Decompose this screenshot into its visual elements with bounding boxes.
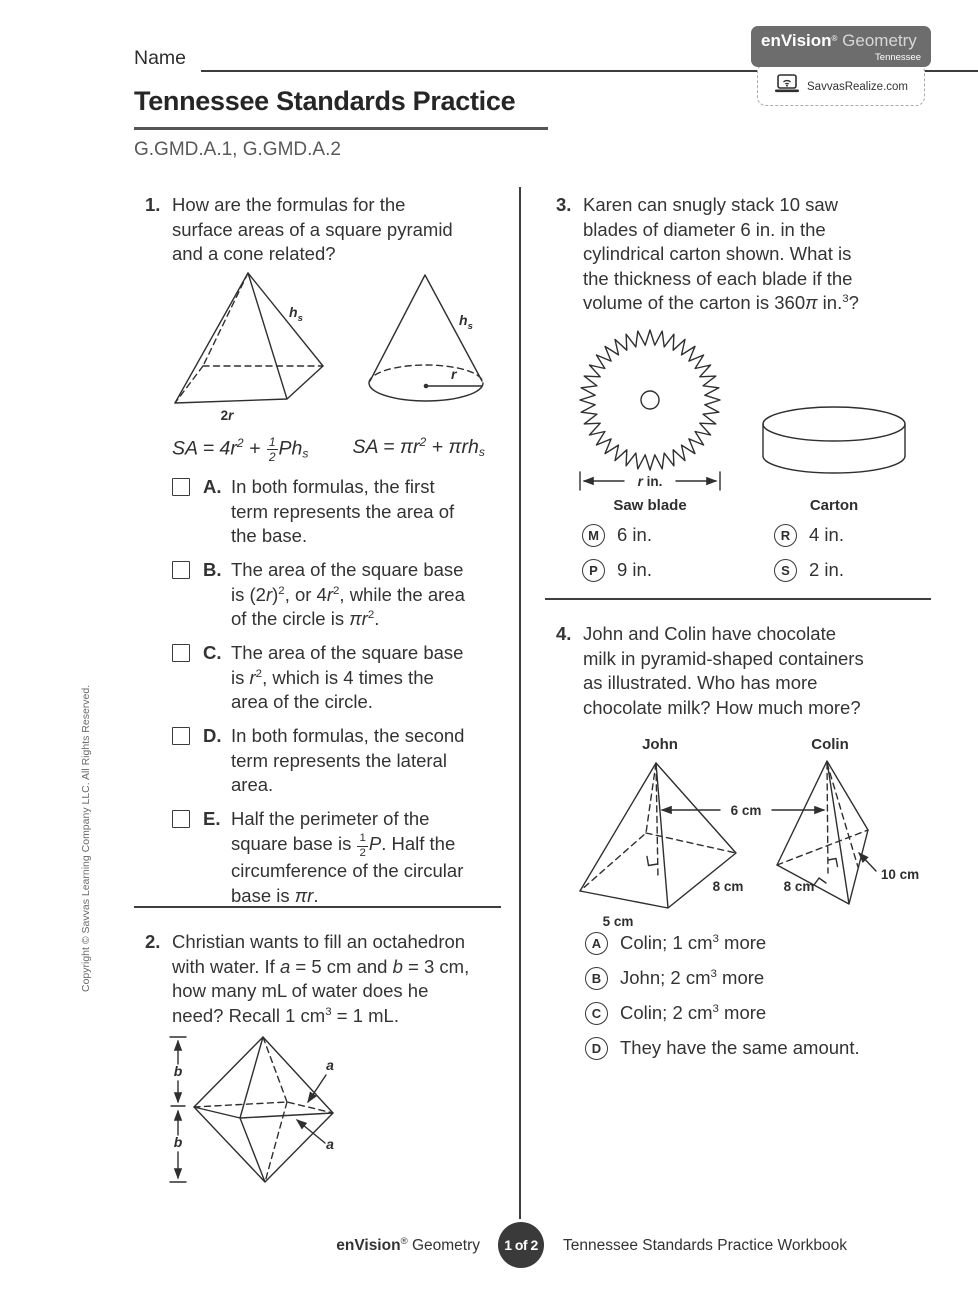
q1-option-b: [172, 558, 472, 632]
option-text: John; 2 $cm^3$ more: [620, 967, 765, 988]
q3-option-m-bubble[interactable]: M: [582, 524, 605, 547]
question-2: [145, 930, 469, 1028]
laptop-wifi-icon: [774, 74, 800, 99]
john-base-front-label: 5 cm: [602, 914, 634, 929]
question-number: 1.: [145, 194, 161, 215]
option-text: They have the same amount.: [620, 1037, 860, 1058]
octahedron-figure: [165, 1031, 375, 1191]
q1-option-e: [172, 807, 472, 908]
savvas-realize-link[interactable]: SavvasRealize.com: [807, 80, 908, 93]
q1-option-e-checkbox[interactable]: [172, 810, 190, 828]
q1-option-c: [172, 641, 472, 715]
sawblade-and-carton-figure: [566, 328, 916, 518]
colin-edge-label: 10 cm: [880, 867, 920, 882]
q4-option-a: [585, 931, 860, 955]
q3-option-s-bubble[interactable]: S: [774, 559, 797, 582]
title-rule: [134, 127, 548, 130]
question-3: [556, 193, 859, 316]
question-1: [145, 193, 453, 267]
q3-option-s: [774, 558, 844, 582]
q1-option-d: [172, 724, 472, 798]
question-number: 3.: [556, 194, 572, 215]
cone-sa-formula: SA = $\pi r^2 + \pi rh_s$: [352, 434, 485, 460]
colin-pyramid-drawing: [777, 761, 919, 904]
option-letter: C.: [203, 642, 222, 663]
colin-label: Colin: [811, 736, 849, 753]
carton-drawing: [763, 407, 905, 514]
option-letter: A.: [203, 476, 222, 497]
colin-base-label: 8 cm: [783, 879, 815, 894]
square-pyramid-drawing: [175, 273, 323, 423]
q1-option-c-checkbox[interactable]: [172, 644, 190, 662]
saw-blade-caption: Saw blade: [613, 497, 687, 514]
b-bottom-label: b: [173, 1134, 183, 1150]
cone-slant-height-label: $h_s$: [459, 312, 473, 332]
blade-radius-dimension: r in.: [637, 474, 663, 489]
q3-options: [582, 523, 844, 593]
pyramid-and-cone-figure: [165, 265, 500, 430]
b-dimension-lines: [170, 1037, 186, 1182]
option-letter: D.: [203, 725, 222, 746]
q4-options: [585, 931, 860, 1071]
john-base-side-label: 8 cm: [712, 879, 744, 894]
option-text: 4 in.: [809, 524, 844, 545]
option-text: 2 in.: [809, 559, 844, 580]
option-text: Colin; 1 $cm^3$ more: [620, 932, 767, 953]
name-label: Name: [134, 47, 187, 69]
q1-option-a-checkbox[interactable]: [172, 478, 190, 496]
footer-brand: enVision® Geometry: [336, 1236, 480, 1254]
envision-logo-block: [751, 26, 931, 67]
john-label: John: [642, 736, 678, 753]
octahedron-drawing: [194, 1037, 334, 1182]
a-top-label: a: [326, 1057, 334, 1073]
option-text: Half the perimeter of the square base is $\frac{1}{2}$ P. Half the circumference of the circular base is πr.: [231, 808, 464, 906]
question-text: John and Colin have chocolate milk in pyramid-shaped containers as illustrated. Who has more chocolate milk? How much more?: [583, 623, 864, 718]
option-text: The area of the square base is $(2r)^2$, or $4r^2$, while the area of the circle is $\pi r^2$.: [231, 559, 465, 629]
q1-option-a: [172, 475, 472, 549]
logo-region-label: Tennessee: [875, 52, 921, 63]
pyramid-sa-formula: SA = $4r^2$ + $\frac{1}{2}$ $Ph_s$: [172, 435, 309, 465]
height-label: 6 cm: [730, 803, 762, 818]
q3-option-r-bubble[interactable]: R: [774, 524, 797, 547]
left-column: [145, 193, 501, 1203]
option-text: In both formulas, the second term represents the lateral area.: [231, 725, 465, 795]
brand-badge: [751, 26, 931, 106]
question-text: Karen can snugly stack 10 saw blades of diameter 6 in. in the cylindrical carton shown. What is the thickness of each blade if the volume of the carton is 360π in.$^3$?: [583, 194, 859, 313]
footer-workbook-title: Tennessee Standards Practice Workbook: [563, 1237, 848, 1254]
option-text: 6 in.: [617, 524, 652, 545]
q3-option-m: [582, 523, 774, 547]
saw-blade-drawing: [580, 330, 720, 514]
q1-option-b-checkbox[interactable]: [172, 561, 190, 579]
pyramid-slant-height-label: $h_s$: [289, 304, 303, 324]
option-text: Colin; 2 $cm^3$ more: [620, 1002, 767, 1023]
page-number-badge: 1 of 2: [498, 1222, 544, 1268]
q1-options: [172, 475, 472, 918]
page-title: Tennessee Standards Practice: [134, 86, 516, 116]
option-text: In both formulas, the first term represents the area of the base.: [231, 476, 455, 546]
question-text: How are the formulas for the surface areas of a square pyramid and a cone related?: [172, 194, 453, 264]
q4-option-d-bubble[interactable]: D: [585, 1037, 608, 1060]
right-column: [556, 193, 942, 1203]
q3-option-r: [774, 523, 844, 547]
cone-drawing: [369, 275, 483, 401]
question-number: 4.: [556, 623, 572, 644]
option-letter: B.: [203, 559, 222, 580]
height-dimension: [662, 803, 824, 818]
question-number: 2.: [145, 931, 161, 952]
copyright-text: Copyright © Savvas Learning Company LLC. All Rights Reserved.: [80, 684, 92, 992]
pyramid-base-label: 2r: [220, 408, 234, 423]
question-separator: [134, 906, 501, 908]
q4-option-b: [585, 966, 860, 990]
a-bottom-label: a: [326, 1136, 334, 1152]
q4-option-d: [585, 1036, 860, 1060]
q1-option-d-checkbox[interactable]: [172, 727, 190, 745]
carton-caption: Carton: [809, 497, 859, 514]
q3-option-p: [582, 558, 774, 582]
cone-radius-label: r: [451, 366, 457, 382]
q4-option-b-bubble[interactable]: B: [585, 967, 608, 990]
envision-logo: enVision® Geometry: [761, 31, 917, 50]
standards-code: G.GMD.A.1, G.GMD.A.2: [134, 139, 341, 160]
savvas-realize-box: [757, 63, 925, 106]
q4-option-c-bubble[interactable]: C: [585, 1002, 608, 1025]
q3-option-p-bubble[interactable]: P: [582, 559, 605, 582]
question-separator: [545, 598, 931, 600]
option-text: The area of the square base is $r^2$, which is 4 times the area of the circle.: [231, 642, 464, 712]
q4-option-a-bubble[interactable]: A: [585, 932, 608, 955]
q4-option-c: [585, 1001, 860, 1025]
column-divider: [519, 187, 521, 1219]
b-top-label: b: [173, 1063, 183, 1079]
john-colin-pyramids-figure: [556, 733, 941, 931]
question-text: Christian wants to fill an octahedron with water. If a = 5 cm and b = 3 cm, how many mL of water does he need? Recall 1 $cm^3 = 1$ mL.: [172, 931, 470, 1026]
option-letter: E.: [203, 808, 221, 829]
surface-area-formulas: [172, 436, 485, 463]
question-4: [556, 622, 864, 720]
john-pyramid-drawing: [580, 763, 743, 929]
option-text: 9 in.: [617, 559, 652, 580]
